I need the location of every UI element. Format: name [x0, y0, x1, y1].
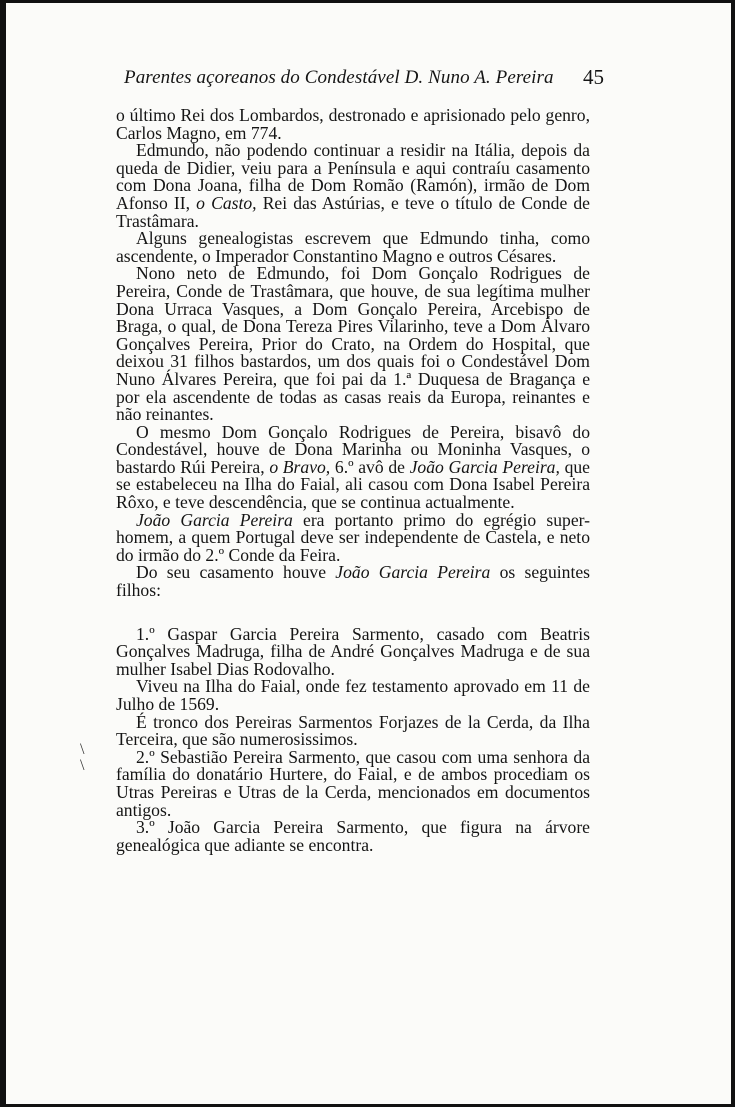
text-run: Do seu casamento houve	[136, 562, 336, 583]
paragraph: É tronco dos Pereiras Sarmentos Forjazes de la Cerda, da Ilha Terceira, que são numerosissimos.	[116, 711, 590, 750]
list-item: 1.º Gaspar Garcia Pereira Sarmento, casado com Beatris Gonçalves Madruga, filha de André Gonçalves Madruga e de sua mulher Isabel Dias Rodovalho.	[116, 623, 590, 679]
text-run: os seguintes filhos:	[116, 562, 590, 601]
scan-speck: \	[80, 757, 85, 774]
italic-run: João Garcia Pereira	[136, 509, 293, 530]
text-run: que se estabeleceu na Ilha do Faial, ali casou com Dona Isabel Pereira Rôxo, e teve descendência, que se continua actualmente.	[116, 456, 590, 513]
body-text	[116, 107, 590, 854]
text-run: Rei das Astúrias, e teve o título de Conde de Trastâmara.	[116, 192, 590, 231]
running-header	[124, 67, 604, 93]
text-run: Edmundo, não podendo continuar a residir na Itália, depois da queda de Didier, veiu para a Península e aqui contraíu casamento com Dona Joana, filha de Dom Romão (Ramón), irmão de Dom Afonso II,	[116, 140, 590, 213]
italic-run: João Garcia Pereira	[335, 562, 491, 583]
text-run: era portanto primo do egrégio super-homem, a quem Portugal deve ser independente de Castela, e neto do irmão do 2.º Conde da Feira.	[116, 509, 590, 565]
paragraph	[116, 509, 590, 565]
paragraph: Alguns genealogistas escrevem que Edmundo tinha, como ascendente, o Imperador Constantino Magno e outros Césares.	[116, 228, 590, 266]
list-item: 2.º Sebastião Pereira Sarmento, que casou com uma senhora da família do donatário Hurtere, do Faial, e de ambos procediam os Utras Pereiras e Utras de la Cerda, mencionados em documentos antigos.	[116, 746, 590, 820]
list-item: 3.º João Garcia Pereira Sarmento, que figura na árvore genealógica que adiante se encontra.	[116, 817, 590, 855]
italic-run: o Bravo,	[269, 456, 331, 477]
scan-speck: \	[80, 741, 85, 758]
paragraph	[116, 421, 590, 513]
italic-run: João Garcia Pereira,	[409, 456, 560, 477]
paragraph: Nono neto de Edmundo, foi Dom Gonçalo Rodrigues de Pereira, Conde de Trastâmara, que houve, de sua legítima mulher Dona Urraca Vasques, a Dom Gonçalo Pereira, Arcebispo de Braga, o qual, de Dona Tereza Pires Vilarinho, teve a Dom Álvaro Gonçalves Pereira, Prior do Crato, na Ordem do Hospital, que deixou 31 filhos bastardos, um dos quais foi o Condestável Dom Nuno Álvares Pereira, que foi pai da 1.ª Duquesa de Bragança e por ela ascendente de todas as casas reais da Europa, reinantes e não reinantes.	[116, 263, 590, 425]
paragraph	[116, 564, 590, 599]
paragraph: Viveu na Ilha do Faial, onde fez testamento aprovado em 11 de Julho de 1569.	[116, 676, 590, 714]
paragraph	[116, 142, 590, 230]
text-run: O mesmo Dom Gonçalo Rodrigues de Pereira, bisavô do Condestável, houve de Dona Marinha ou Moninha Vasques, o bastardo Rúi Pereira,	[116, 421, 590, 477]
running-title: Parentes açoreanos do Condestável D. Nuno A. Pereira	[124, 67, 554, 88]
page-number: 45	[583, 65, 604, 89]
text-run: 6.º avô de	[330, 456, 410, 477]
italic-run: o Casto,	[196, 192, 257, 213]
paragraph: o último Rei dos Lombardos, destronado e aprisionado pelo genro, Carlos Magno, em 774.	[116, 105, 590, 143]
